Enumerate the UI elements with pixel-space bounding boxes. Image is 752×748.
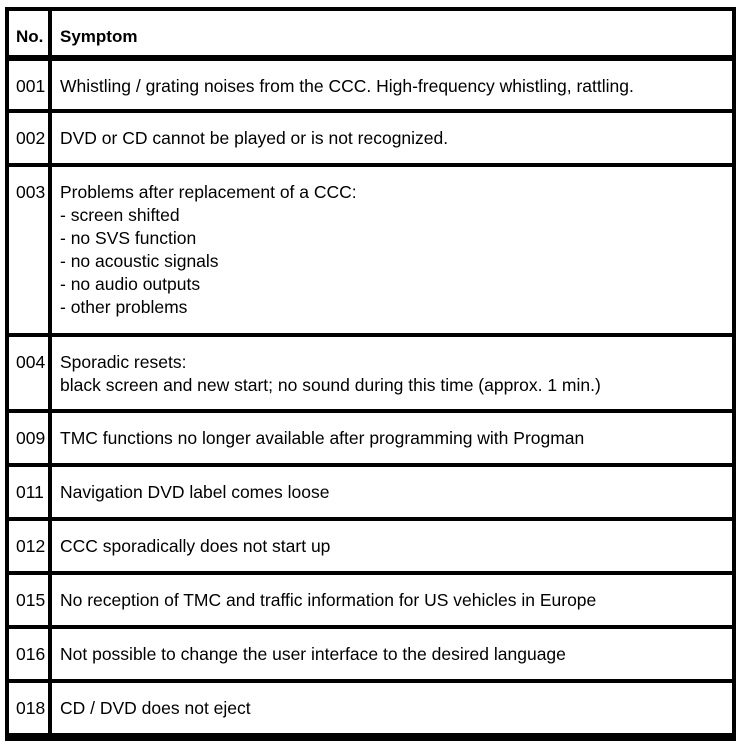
row-number: 004 <box>9 337 48 409</box>
symptom-line: No reception of TMC and traffic information for US vehicles in Europe <box>60 590 597 610</box>
header-symptom: Symptom <box>52 11 732 55</box>
symptom-table <box>5 7 736 741</box>
symptom-line: Sporadic resets: <box>60 352 187 372</box>
row-number: 018 <box>9 683 48 733</box>
symptom-line: Whistling / grating noises from the CCC. High-frequency whistling, rattling. <box>60 76 634 96</box>
symptom-line: Navigation DVD label comes loose <box>60 482 330 502</box>
row-symptom <box>52 113 732 163</box>
symptom-line: black screen and new start; no sound during this time (approx. 1 min.) <box>60 375 601 395</box>
symptom-line: - no acoustic signals <box>60 251 219 271</box>
row-number: 015 <box>9 575 48 625</box>
symptom-line: Problems after replacement of a CCC: <box>60 182 357 202</box>
symptom-line: - other problems <box>60 297 188 317</box>
symptom-line: - screen shifted <box>60 205 180 225</box>
symptom-line: TMC functions no longer available after programming with Progman <box>60 428 585 448</box>
row-symptom <box>52 413 732 463</box>
row-symptom <box>52 683 732 733</box>
row-symptom <box>52 575 732 625</box>
row-number: 012 <box>9 521 48 571</box>
row-symptom <box>52 337 732 409</box>
row-symptom <box>52 629 732 679</box>
header-no: No. <box>9 11 48 55</box>
row-number: 016 <box>9 629 48 679</box>
row-number: 009 <box>9 413 48 463</box>
symptom-line: - no SVS function <box>60 228 197 248</box>
symptom-line: CCC sporadically does not start up <box>60 536 331 556</box>
row-number: 002 <box>9 113 48 163</box>
symptom-line: Not possible to change the user interface to the desired language <box>60 644 566 664</box>
row-symptom <box>52 167 732 333</box>
row-number: 003 <box>9 167 48 333</box>
row-symptom <box>52 467 732 517</box>
symptom-line: DVD or CD cannot be played or is not recognized. <box>60 128 449 148</box>
row-number: 011 <box>9 467 48 517</box>
row-symptom <box>52 61 732 109</box>
symptom-line: CD / DVD does not eject <box>60 698 251 718</box>
row-number: 001 <box>9 61 48 109</box>
row-symptom <box>52 521 732 571</box>
symptom-line: - no audio outputs <box>60 274 201 294</box>
